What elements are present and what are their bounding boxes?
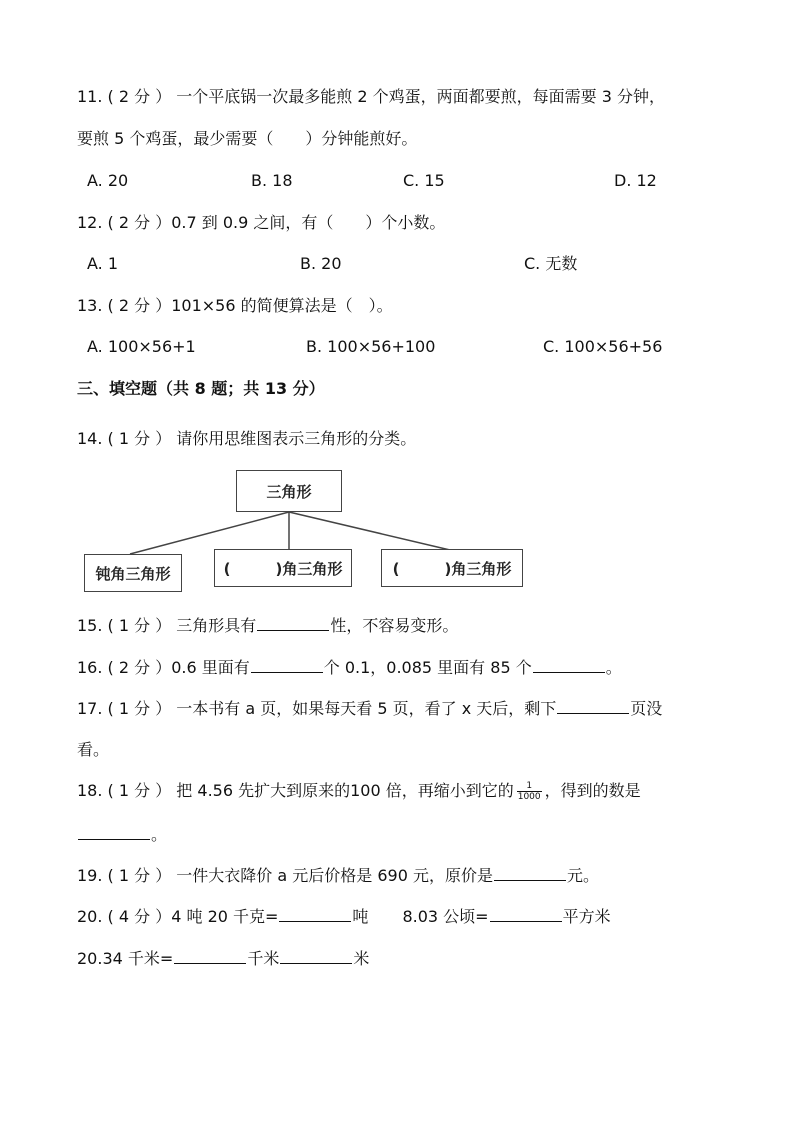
q20-text-pre: 20. ( 4 分 ）4 吨 20 千克= bbox=[77, 907, 279, 926]
q11-option-d: D. 12 bbox=[614, 171, 657, 190]
q12-option-a: A. 1 bbox=[87, 254, 119, 273]
q20-line2-mid: 千米 bbox=[247, 949, 280, 968]
q19-line1 bbox=[77, 864, 599, 887]
diagram-right-box: ( )角三角形 bbox=[381, 549, 523, 587]
connector-right bbox=[289, 512, 450, 550]
q19-text-pre: 19. ( 1 分 ） 一件大衣降价 a 元后价格是 690 元，原价是 bbox=[77, 866, 493, 885]
q13-option-b: B. 100×56+100 bbox=[306, 337, 436, 356]
q14-line1: 14. ( 1 分 ） 请你用思维图表示三角形的分类。 bbox=[77, 429, 417, 448]
fraction-one-thousandth bbox=[517, 781, 542, 802]
q16-text-post: 。 bbox=[605, 658, 622, 677]
q20-text-mid2: 8.03 公顷= bbox=[402, 907, 489, 926]
fraction-numerator: 1 bbox=[517, 781, 542, 792]
q19-text-post: 元。 bbox=[567, 866, 600, 885]
q11-option-a: A. 20 bbox=[87, 171, 129, 190]
q18-line2 bbox=[77, 823, 167, 846]
q20-answer-blank-3[interactable] bbox=[174, 947, 246, 964]
q15-answer-blank[interactable] bbox=[257, 614, 329, 631]
q11-option-c: C. 15 bbox=[403, 171, 445, 190]
diagram-middle-box: ( )角三角形 bbox=[214, 549, 352, 587]
q11-option-b: B. 18 bbox=[251, 171, 293, 190]
q20-answer-blank-2[interactable] bbox=[490, 905, 562, 922]
q18-answer-blank[interactable] bbox=[78, 823, 150, 840]
q15-line1 bbox=[77, 614, 458, 637]
q17-text-post: 页没 bbox=[630, 699, 663, 718]
q16-answer-blank-1[interactable] bbox=[251, 656, 323, 673]
q12-option-c: C. 无数 bbox=[524, 254, 578, 273]
q16-answer-blank-2[interactable] bbox=[533, 656, 605, 673]
q12-option-b: B. 20 bbox=[300, 254, 342, 273]
q18-text-post: ，得到的数是 bbox=[544, 781, 641, 800]
q15-text-post: 性，不容易变形。 bbox=[330, 616, 459, 635]
q20-text-mid1: 吨 bbox=[352, 907, 369, 926]
q17-line1 bbox=[77, 697, 662, 720]
q12-line1: 12. ( 2 分 ）0.7 到 0.9 之间，有（ ）个小数。 bbox=[77, 213, 446, 232]
section-heading: 三、填空题（共 8 题；共 13 分） bbox=[77, 379, 325, 398]
connector-left bbox=[130, 512, 289, 554]
fraction-denominator: 1000 bbox=[517, 792, 541, 802]
q16-text-mid: 个 0.1，0.085 里面有 85 个 bbox=[323, 658, 532, 677]
q20-line2-post: 米 bbox=[353, 949, 370, 968]
q16-text-pre: 16. ( 2 分 ）0.6 里面有 bbox=[77, 658, 250, 677]
triangle-classification-diagram bbox=[80, 466, 530, 594]
q19-answer-blank[interactable] bbox=[494, 864, 566, 881]
q15-text-pre: 15. ( 1 分 ） 三角形具有 bbox=[77, 616, 257, 635]
q18-line1 bbox=[77, 780, 641, 802]
q17-answer-blank[interactable] bbox=[557, 697, 629, 714]
q20-line1 bbox=[77, 905, 611, 928]
q16-line1 bbox=[77, 656, 622, 679]
diagram-root-box: 三角形 bbox=[236, 470, 342, 512]
q18-text-pre: 18. ( 1 分 ） 把 4.56 先扩大到原来的100 倍，再缩小到它的 bbox=[77, 781, 514, 800]
q20-answer-blank-4[interactable] bbox=[280, 947, 352, 964]
q13-option-a: A. 100×56+1 bbox=[87, 337, 196, 356]
q13-option-c: C. 100×56+56 bbox=[543, 337, 663, 356]
q11-line1: 11. ( 2 分 ） 一个平底锅一次最多能煎 2 个鸡蛋，两面都要煎，每面需要 3 分钟， bbox=[77, 87, 666, 106]
q17-text-pre: 17. ( 1 分 ） 一本书有 a 页，如果每天看 5 页，看了 x 天后，剩下 bbox=[77, 699, 557, 718]
q13-line1: 13. ( 2 分 ）101×56 的简便算法是（ ）。 bbox=[77, 296, 393, 315]
q20-answer-blank-1[interactable] bbox=[279, 905, 351, 922]
q20-line2 bbox=[77, 947, 369, 970]
q11-line2: 要煎 5 个鸡蛋，最少需要（ ）分钟能煎好。 bbox=[77, 129, 418, 148]
q17-line2: 看。 bbox=[77, 740, 110, 759]
diagram-left-box: 钝角三角形 bbox=[84, 554, 182, 592]
q20-text-mid3: 平方米 bbox=[562, 907, 611, 926]
q18-line2-post: 。 bbox=[151, 825, 168, 844]
q20-line2-pre: 20.34 千米= bbox=[77, 949, 174, 968]
